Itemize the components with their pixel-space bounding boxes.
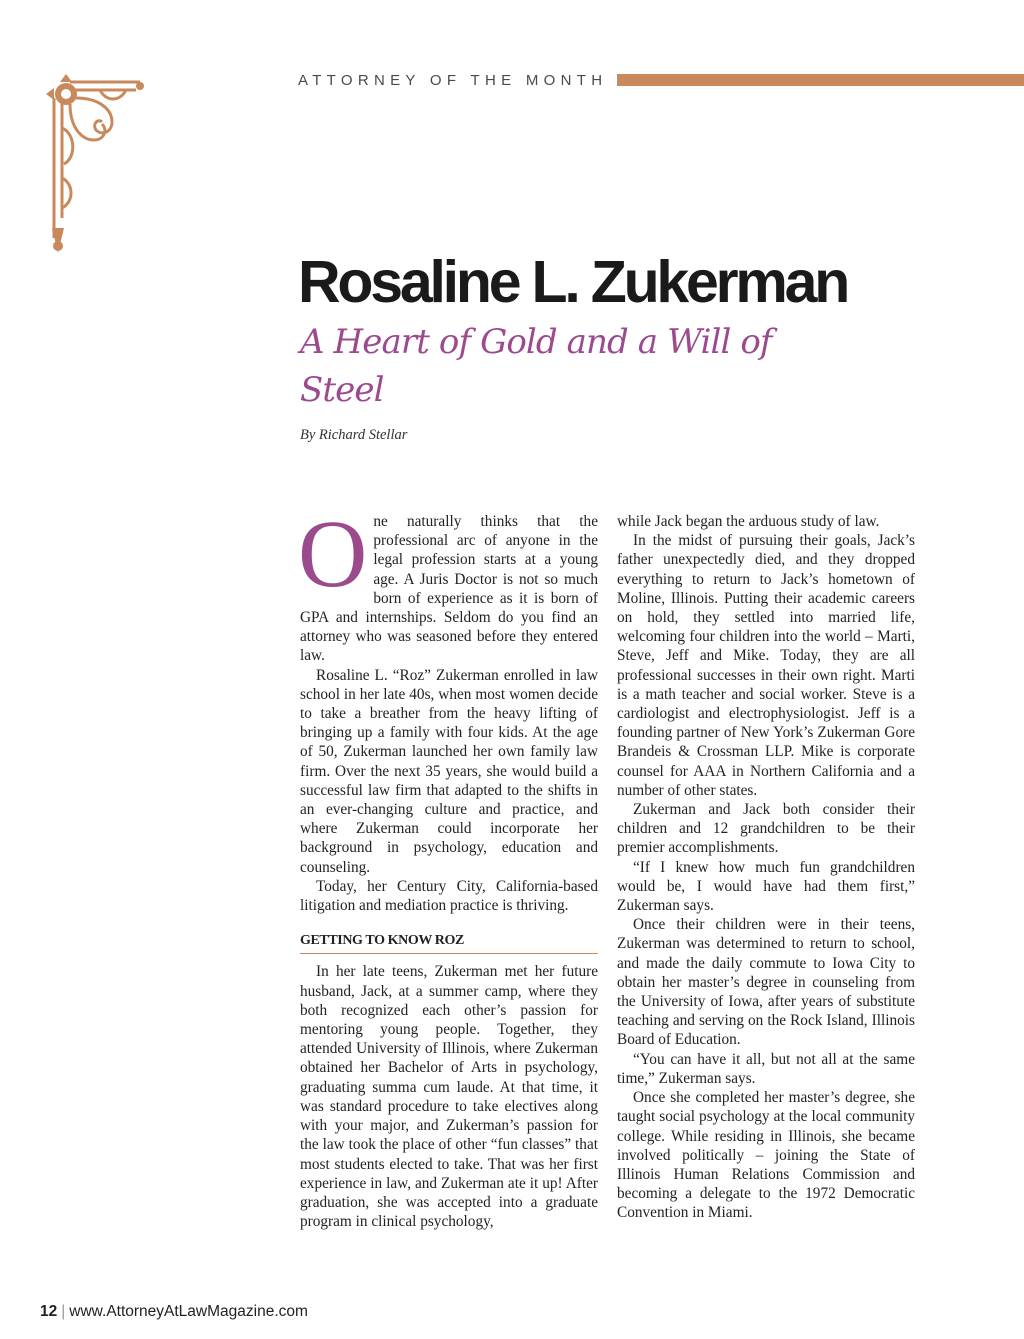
page-footer [40,1303,308,1321]
paragraph: Once their children were in their teens, Zukerman was determined to return to school, and made the daily commute to Iowa City to obtain her master’s degree in counseling from the University of Iowa, after years of substitute teaching and serving on the Rock Island, Illinois Board of Education. [617,916,915,1049]
paragraph: Once she completed her master’s degree, she taught social psychology at the local community college. While residing in Illinois, she became involved politically – joining the State of Illinois Human Relations Commission and becoming a delegate to the 1972 Democratic Convention in Miami. [617,1089,915,1222]
byline: By Richard Stellar [300,427,408,443]
section-kicker: ATTORNEY OF THE MONTH [298,72,608,89]
corner-ornament-icon [40,68,145,258]
paragraph: Zukerman and Jack both consider their children and 12 grandchildren to be their premier accomplishments. [617,801,915,857]
paragraph: In her late teens, Zukerman met her future husband, Jack, at a summer camp, where they both recognized each other’s passion for mentoring young people. Together, they attended University of Illinois, where Zukerman obtained her Bachelor of Arts in psychology, graduating summa cum laude. At that time, it was standard procedure to take electives along with your major, and Zukerman’s passion for the law took the place of other “fun classes” that most students elected to take. That was her first experience in law, and Zukerman ate it up! After graduation, she was accepted into a graduate program in clinical psychology, [300,963,598,1231]
footer-separator: | [61,1303,66,1320]
section-heading: GETTING TO KNOW ROZ [300,931,598,954]
page-number: 12 [40,1303,58,1320]
drop-cap: O [298,500,368,607]
paragraph: “If I knew how much fun grandchildren would be, I would have had them first,” Zukerman says. [617,858,915,915]
article-subtitle: A Heart of Gold and a Will of Steel [300,322,772,410]
paragraph: Today, her Century City, California-based litigation and mediation practice is thriving. [300,877,598,915]
article-title: Rosaline L. Zukerman [298,249,848,315]
paragraph: while Jack began the arduous study of law. [617,513,880,530]
paragraph: “You can have it all, but not all at the same time,” Zukerman says. [617,1050,915,1087]
website-link[interactable]: www.AttorneyAtLawMagazine.com [69,1303,308,1320]
paragraph: In the midst of pursuing their goals, Jack’s father unexpectedly died, and they dropped everything to return to Jack’s hometown of Moline, Illinois. Putting their academic careers on hold, they settled into married life, welcoming four children into the world – Marti, Steve, Jeff and Mike. Today, they are all professional successes in their own right. Marti is a math teacher and social worker. Steve is a cardiologist and electrophysiologist. Jeff is a founding partner of New York’s Zukerman Gore Brandeis & Crossman LLP. Mike is corporate counsel for AAA in Northern California and a number of other states. [617,532,915,799]
paragraph: ne naturally thinks that the professional arc of anyone in the legal profession starts at a young age. A Juris Doctor is not so much born of experience as it is born of GPA and internships. Seldom do you find an attorney who was seasoned before they entered law. [300,513,598,665]
article-column-left [298,500,598,1231]
article-column-right [617,512,915,1223]
paragraph: Rosaline L. “Roz” Zukerman enrolled in law school in her late 40s, when most women decide to take a breather from the heavy lifting of bringing up a family with four kids. At the age of 50, Zukerman launched her own family law firm. Over the next 35 years, she would build a successful law firm that adapted to the shifts in an ever-changing culture and practice, and where Zukerman could incorporate her background in psychology, education and counseling. [300,666,598,876]
kicker-rule [617,74,1024,86]
